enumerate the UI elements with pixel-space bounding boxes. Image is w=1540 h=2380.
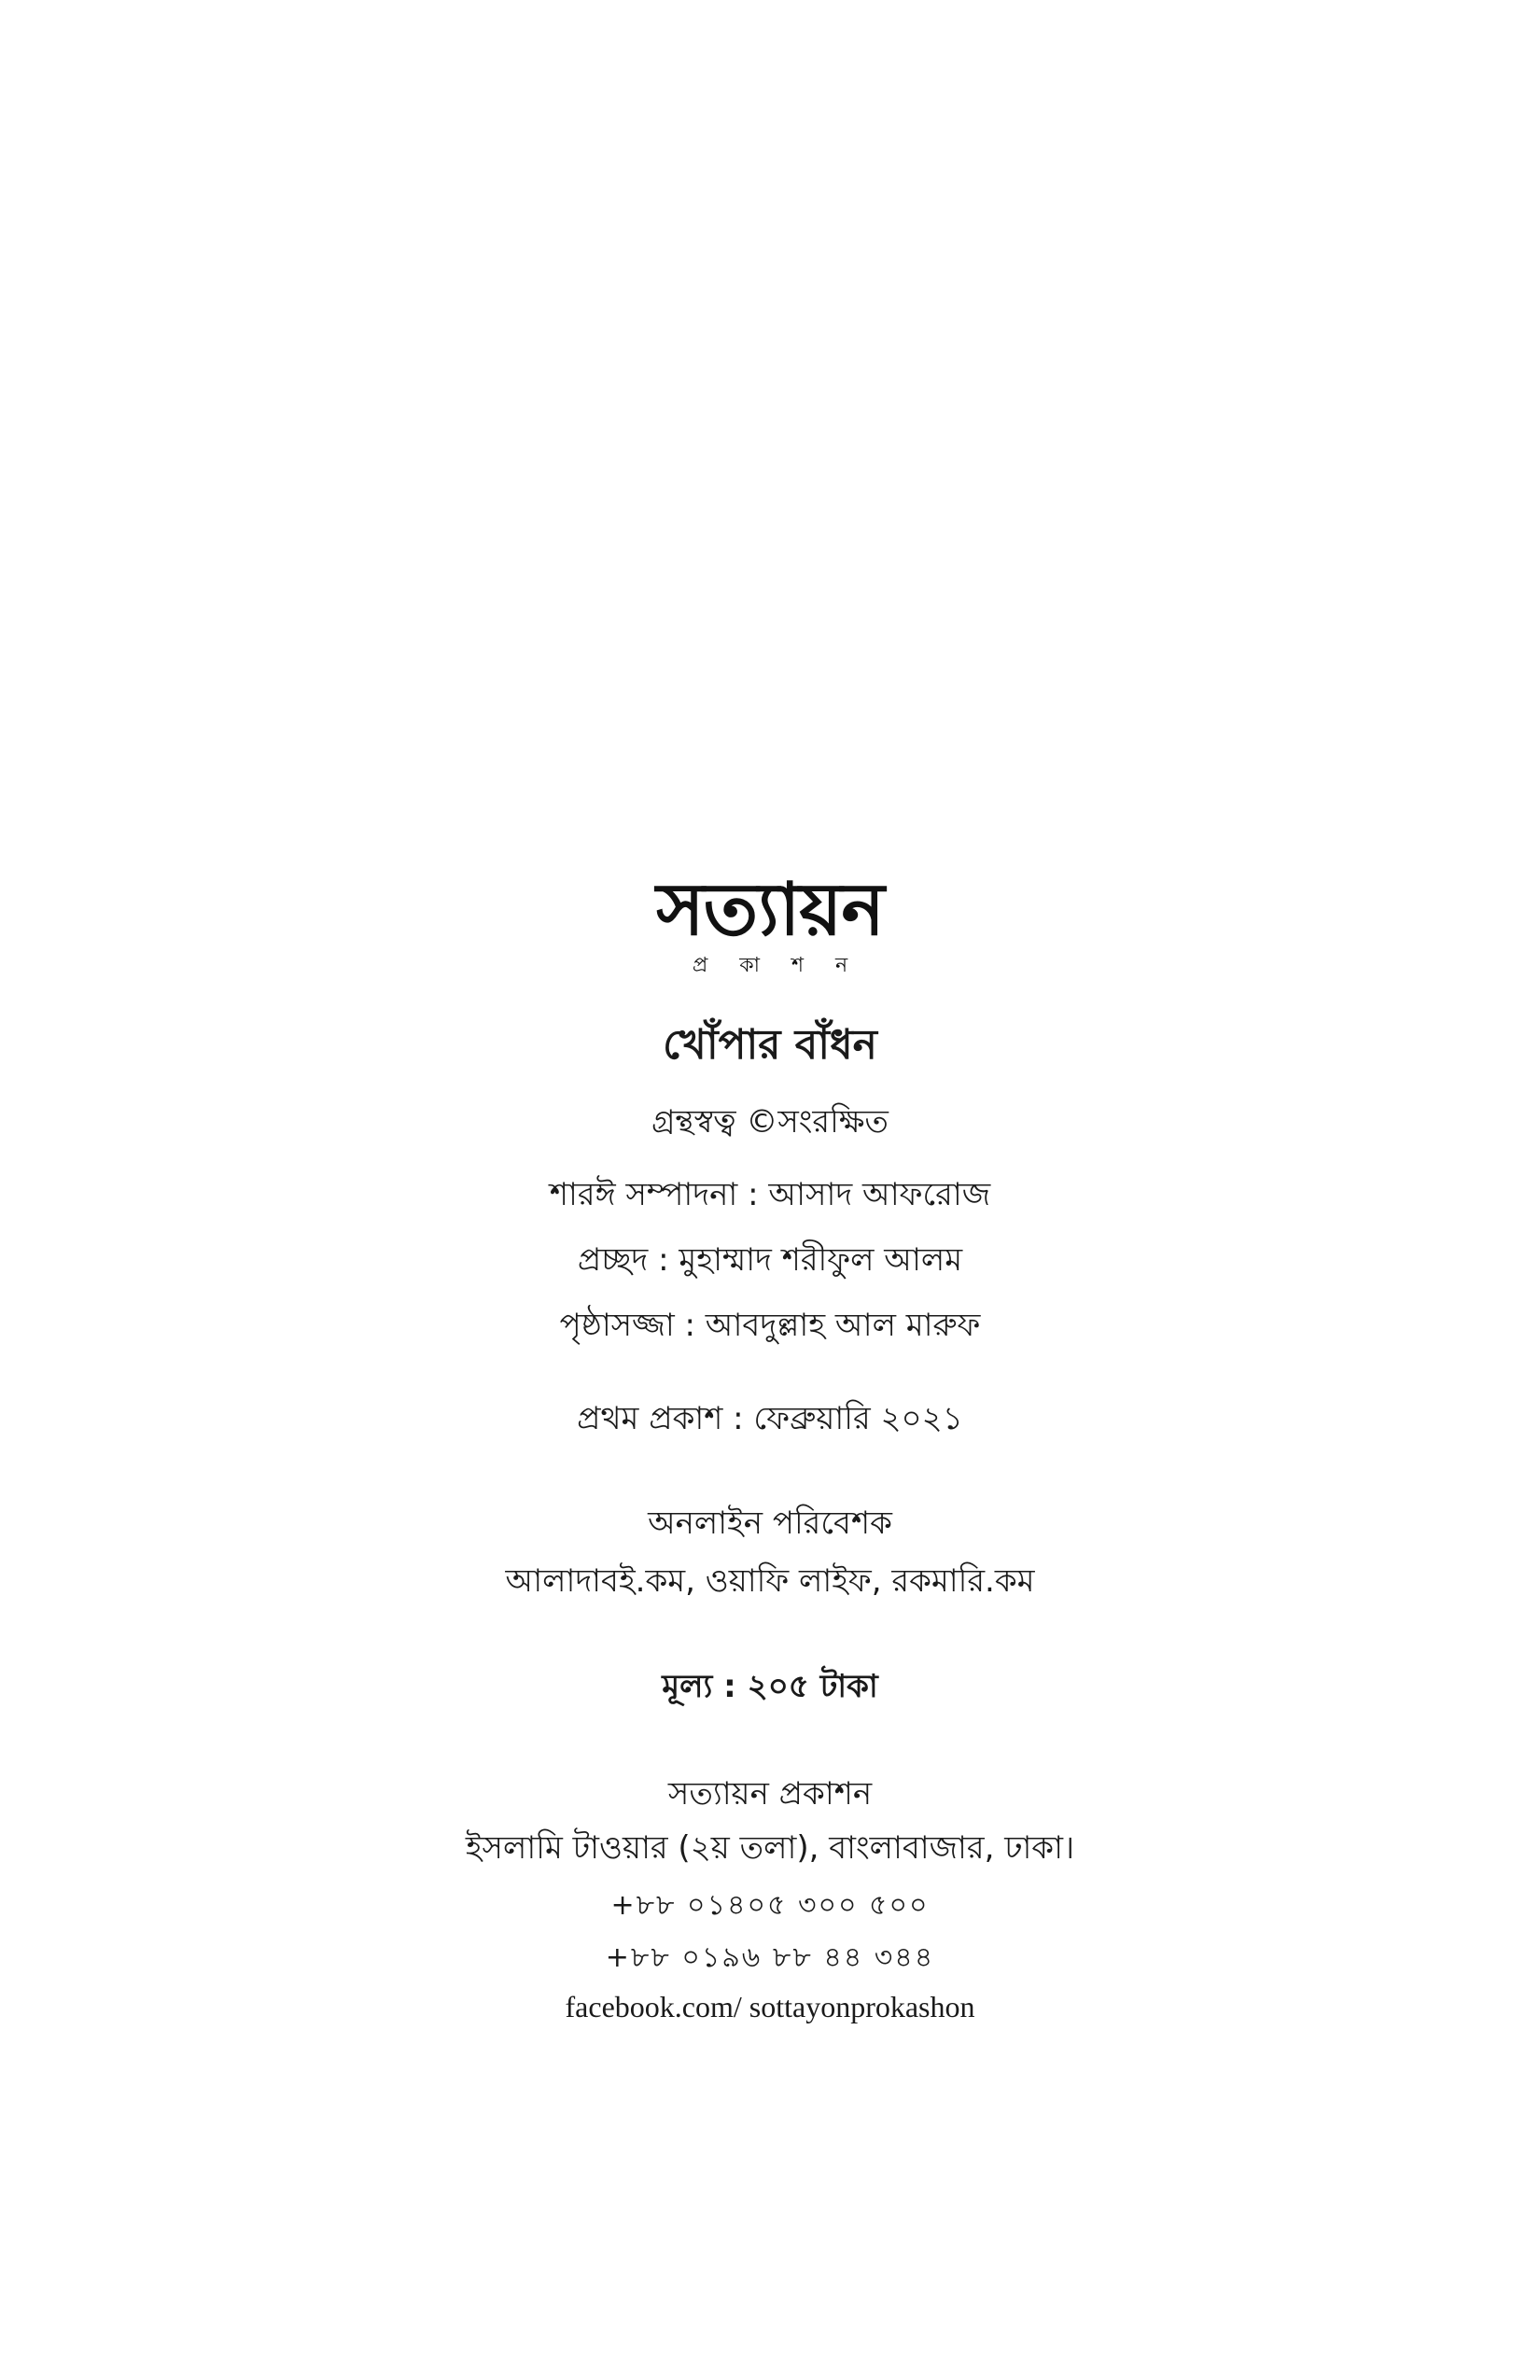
phone-number-2: +৮৮ ০১৯৬ ৮৮ ৪৪ ৩৪৪ bbox=[605, 1941, 935, 1974]
book-title: খোঁপার বাঁধন bbox=[663, 1021, 877, 1069]
logo-wordmark: সত্যায়ন bbox=[656, 868, 884, 952]
online-distributor-list: আলাদাবই.কম, ওয়াফি লাইফ, রকমারি.কম bbox=[505, 1562, 1035, 1600]
publisher-logo bbox=[0, 868, 1540, 980]
cover-credit: প্রচ্ছদ : মুহাম্মাদ শরীফুল আলম bbox=[577, 1241, 963, 1279]
publisher-address: ইসলামি টাওয়ার (২য় তলা), বাংলাবাজার, ঢাকা। bbox=[465, 1829, 1075, 1867]
layout-credit: পৃষ্ঠাসজ্জা : আবদুল্লাহ আল মারুফ bbox=[559, 1307, 981, 1344]
copyright-notice: গ্রন্থস্বত্ব ©সংরক্ষিত bbox=[651, 1103, 889, 1141]
online-distributor-label: অনলাইন পরিবেশক bbox=[648, 1505, 892, 1542]
publisher-name: সত্যায়ন প্রকাশন bbox=[667, 1775, 873, 1813]
editor-credit: শারঈ সম্পাদনা : আসাদ আফরোজ bbox=[549, 1176, 991, 1213]
price: মূল্য : ২০৫ টাকা bbox=[662, 1668, 878, 1705]
first-publication: প্রথম প্রকাশ : ফেব্রুয়ারি ২০২১ bbox=[577, 1400, 963, 1437]
facebook-link: facebook.com/ sottayonprokashon bbox=[565, 1990, 975, 2023]
logo-subtitle: প্রকাশন bbox=[692, 954, 880, 977]
phone-number-1: +৮৮ ০১৪০৫ ৩০০ ৫০০ bbox=[610, 1889, 930, 1922]
